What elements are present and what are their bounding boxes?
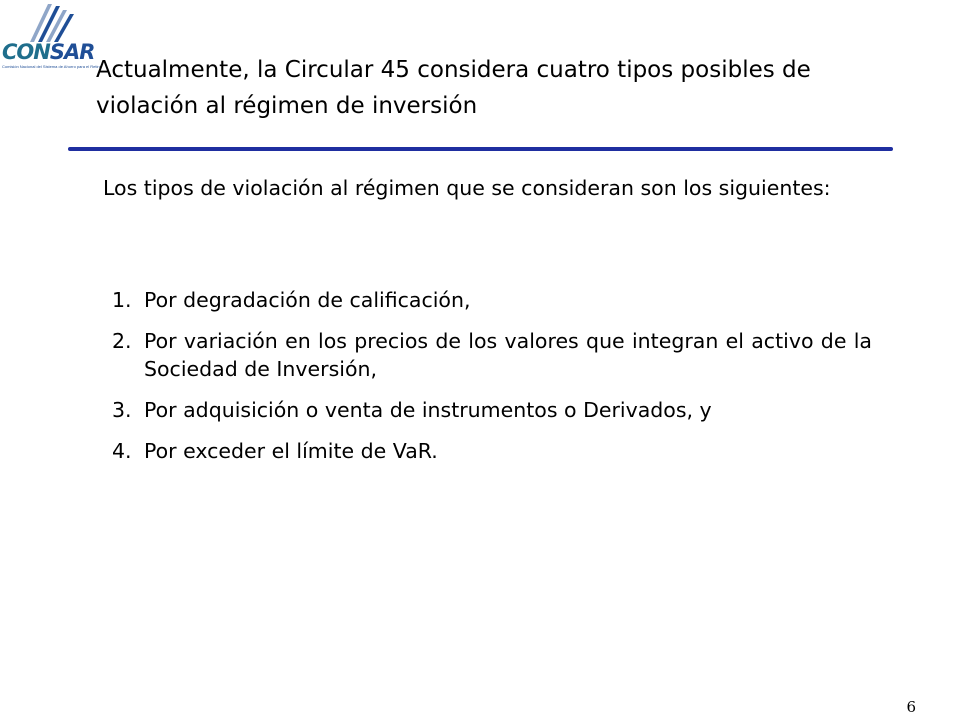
violation-types-list — [112, 286, 872, 478]
intro-paragraph: Los tipos de violación al régimen que se consideran son los siguientes: — [103, 176, 831, 200]
consar-logo-mark-icon — [26, 2, 76, 44]
list-item-number: 4. — [112, 439, 132, 463]
list-item-text: Por exceder el límite de VaR. — [144, 439, 438, 463]
logo-tagline: Comisión Nacional del Sistema de Ahorro para el Retiro — [2, 64, 101, 69]
list-item — [112, 437, 872, 465]
list-item — [112, 286, 872, 314]
consar-logo — [0, 0, 101, 95]
list-item-number: 2. — [112, 329, 132, 353]
logo-wordmark-sar: SAR — [49, 40, 95, 64]
slide-title: Actualmente, la Circular 45 considera cuatro tipos posibles de violación al régimen de inversión — [96, 57, 811, 119]
list-item-number: 1. — [112, 288, 132, 312]
list-item — [112, 327, 872, 383]
logo-wordmark — [2, 40, 94, 64]
page-number: 6 — [906, 698, 916, 716]
list-item-text: Por variación en los precios de los valores que integran el activo de la Sociedad de Inversión, — [144, 329, 872, 381]
title-divider — [68, 147, 893, 151]
logo-wordmark-con: CON — [2, 40, 50, 64]
list-item-number: 3. — [112, 398, 132, 422]
list-item — [112, 396, 872, 424]
list-item-text: Por degradación de calificación, — [144, 288, 471, 312]
list-item-text: Por adquisición o venta de instrumentos o Derivados, y — [144, 398, 712, 422]
